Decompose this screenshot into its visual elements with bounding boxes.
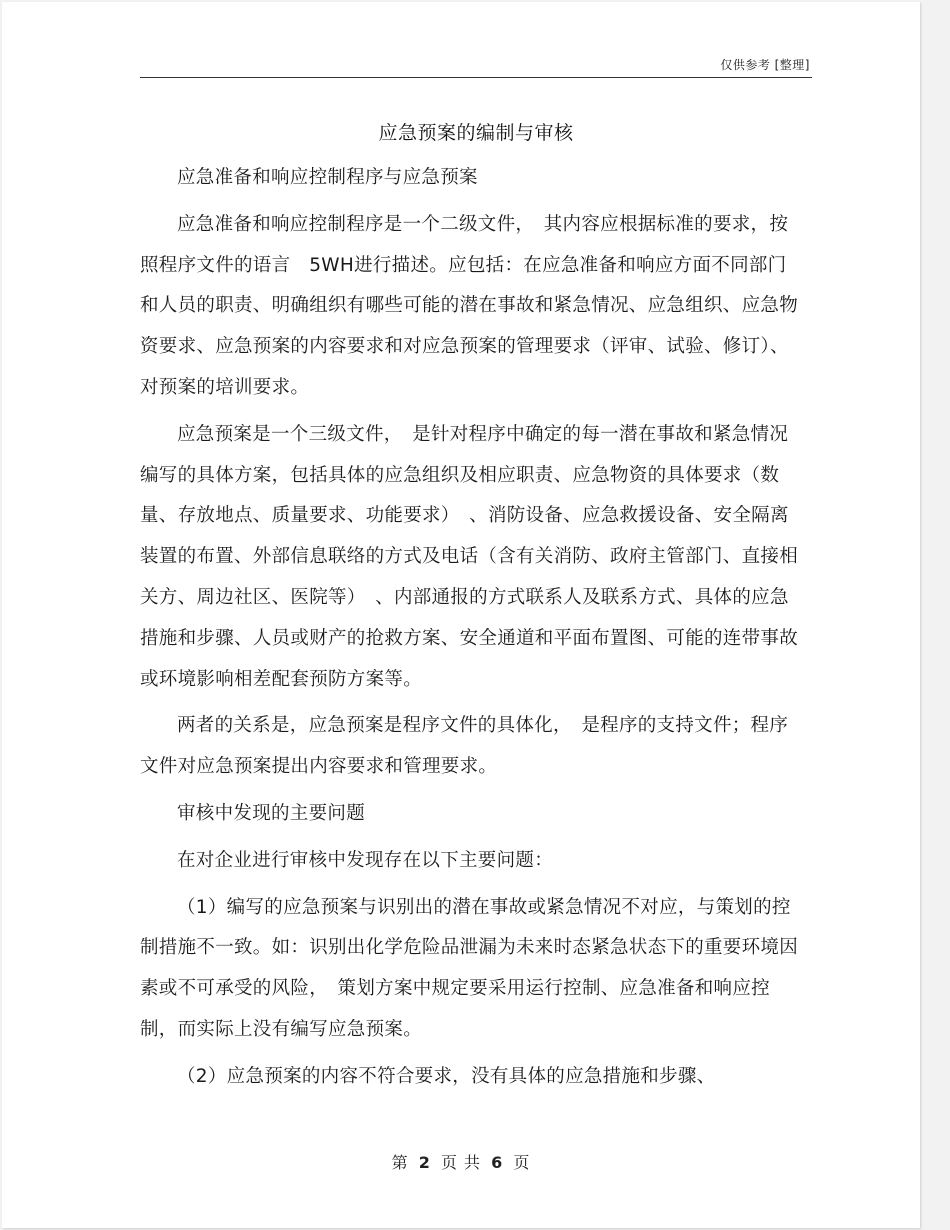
footer-page-number: 2 <box>418 1153 431 1172</box>
paragraph-3: 两者的关系是，应急预案是程序文件的具体化， 是程序的支持文件；程序文件对应急预案提出内容要求和管理要求。 <box>140 715 789 778</box>
paragraph-5: （1）编写的应急预案与识别出的潜在事故或紧急情况不对应，与策划的控制措施不一致。如：识别出化学危险品泄漏为未来时态紧急状态下的重要环境因素或不可承受的风险， 策划方案中规定要采用运行控制、应急准备和响应控制，而实际上没有编写应急预案。 <box>140 896 799 1040</box>
footer-total-pages: 6 <box>491 1153 504 1172</box>
document-page <box>2 2 920 1228</box>
document-body <box>140 158 802 1104</box>
paragraph-4: 在对企业进行审核中发现存在以下主要问题： <box>177 849 554 871</box>
section-heading-2: 审核中发现的主要问题 <box>177 802 366 824</box>
footer-middle: 页 共 <box>440 1153 482 1172</box>
header-note: 仅供参考 [整理] <box>720 58 810 72</box>
footer-suffix: 页 <box>513 1153 531 1172</box>
footer-prefix: 第 <box>391 1153 409 1172</box>
page-footer <box>2 1150 920 1173</box>
header-divider <box>140 77 812 78</box>
paragraph-2: 应急预案是一个三级文件， 是针对程序中确定的每一潜在事故和紧急情况编写的具体方案，包括具体的应急组织及相应职责、应急物资的具体要求（数量、存放地点、质量要求、功能要求） 、消防设备、应急救援设备、安全隔离装置的布置、外部信息联络的方式及电话（含有关消防、政府主管部门、直接相关方、周边社区、医院等） 、内部通报的方式联系人及联系方式、具体的应急措施和步骤、人员或财产的抢救方案、安全通道和平面布置图、可能的连带事故或环境影响相差配套预防方案等。 <box>140 423 799 690</box>
paragraph-6: （2）应急预案的内容不符合要求，没有具体的应急措施和步骤、 <box>177 1065 716 1087</box>
section-heading-1: 应急准备和响应控制程序与应急预案 <box>177 167 478 188</box>
paragraph-1: 应急准备和响应控制程序是一个二级文件， 其内容应根据标准的要求，按照程序文件的语言 5WH进行描述。应包括：在应急准备和响应方面不同部门和人员的职责、明确组织有哪些可能的潜在事故和紧急情况、应急组织、应急物资要求、应急预案的内容要求和对应急预案的管理要求（评审、试验、修订）、对预案的培训要求。 <box>140 213 799 398</box>
document-title: 应急预案的编制与审核 <box>378 122 574 144</box>
